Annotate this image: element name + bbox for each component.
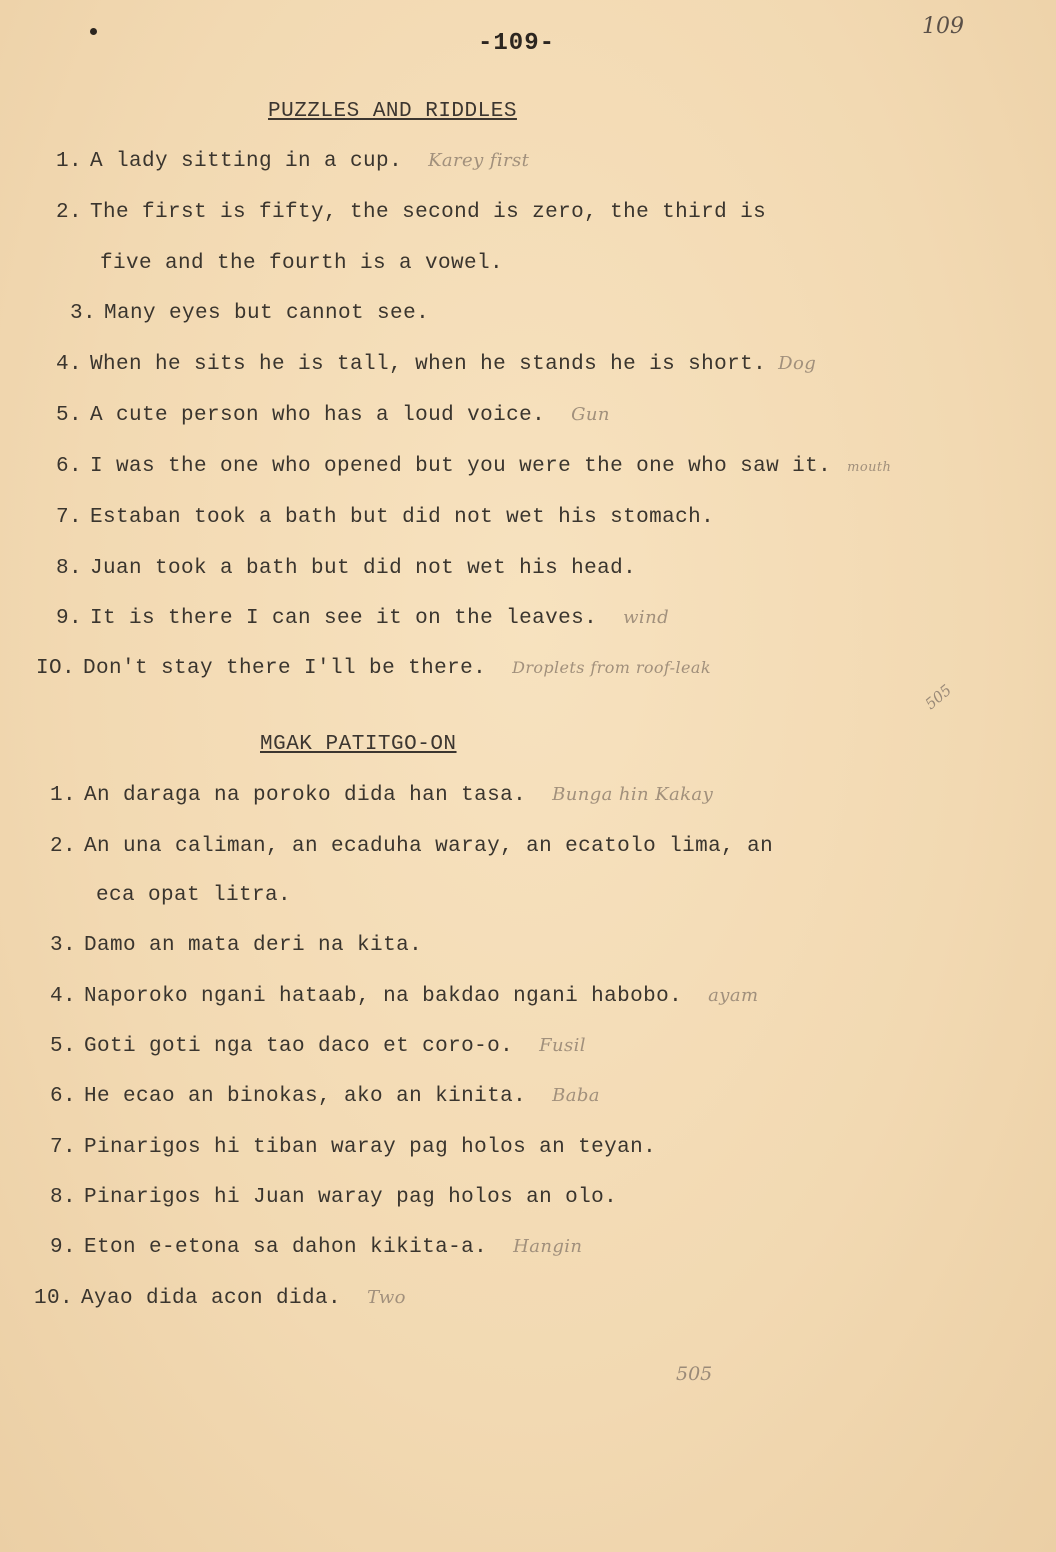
item-number: 4. <box>56 353 83 376</box>
list-item <box>50 934 422 957</box>
list-item <box>50 1136 656 1159</box>
handwritten-answer: Dog <box>778 353 817 374</box>
item-number: 7. <box>50 1136 77 1159</box>
item-text: Juan took a bath but did not wet his head. <box>90 557 637 580</box>
item-number: 2. <box>50 835 77 858</box>
item-text: Naporoko ngani hataab, na bakdao ngani habobo. <box>84 985 683 1008</box>
handwritten-answer: Two <box>367 1287 406 1308</box>
list-item <box>70 302 429 325</box>
item-number: 10. <box>34 1287 74 1310</box>
item-number: 8. <box>56 557 83 580</box>
list-item <box>50 1035 586 1058</box>
item-text: Pinarigos hi tiban waray pag holos an teyan. <box>84 1136 657 1159</box>
item-number: 8. <box>50 1186 77 1209</box>
item-text: When he sits he is tall, when he stands he is short. <box>90 353 767 376</box>
handwritten-answer: Droplets from roof-leak <box>512 658 711 677</box>
item-text: An una caliman, an ecaduha waray, an ecatolo lima, an <box>84 835 774 858</box>
item-text: It is there I can see it on the leaves. <box>90 607 598 630</box>
item-text: Many eyes but cannot see. <box>104 302 430 325</box>
handwritten-answer: Baba <box>552 1085 600 1106</box>
ink-dot <box>90 28 97 35</box>
list-item <box>56 557 636 580</box>
handwritten-number: 505 <box>921 680 956 714</box>
item-text: Ayao dida acon dida. <box>81 1287 342 1310</box>
list-item <box>50 784 713 807</box>
item-number: 5. <box>50 1035 77 1058</box>
list-item <box>50 985 758 1008</box>
list-item <box>36 657 711 680</box>
item-text: Don't stay there I'll be there. <box>83 657 487 680</box>
handwritten-answer: wind <box>623 607 669 628</box>
list-item <box>56 506 714 529</box>
item-number: 4. <box>50 985 77 1008</box>
section-title-english: PUZZLES AND RIDDLES <box>268 100 517 123</box>
item-number: 7. <box>56 506 83 529</box>
item-number: 9. <box>56 607 83 630</box>
list-item <box>56 607 669 630</box>
item-number: 1. <box>50 784 77 807</box>
list-item <box>50 1186 617 1209</box>
handwritten-answer: Hangin <box>513 1236 583 1257</box>
handwritten-answer: Gun <box>571 404 610 425</box>
item-text: Goti goti nga tao daco et coro-o. <box>84 1035 514 1058</box>
item-number: 6. <box>50 1085 77 1108</box>
handwritten-answer: Fusil <box>539 1035 586 1056</box>
list-item <box>56 404 610 427</box>
item-text: An daraga na poroko dida han tasa. <box>84 784 527 807</box>
handwritten-answer: mouth <box>847 460 892 475</box>
item-text-continuation: five and the fourth is a vowel. <box>100 252 504 275</box>
item-text: A lady sitting in a cup. <box>90 150 403 173</box>
list-item <box>50 1236 582 1259</box>
item-text: The first is fifty, the second is zero, the third is <box>90 201 767 224</box>
list-item <box>50 835 773 858</box>
list-item <box>34 1287 406 1310</box>
item-text: I was the one who opened but you were the one who saw it. <box>90 455 832 478</box>
section-title-native: MGAK PATITGO-ON <box>260 733 457 756</box>
handwritten-answer: Karey first <box>428 150 530 171</box>
item-text-continuation: eca opat litra. <box>96 884 292 907</box>
item-text: He ecao an binokas, ako an kinita. <box>84 1085 527 1108</box>
list-item <box>50 1085 600 1108</box>
item-text: Damo an mata deri na kita. <box>84 934 423 957</box>
item-number: 2. <box>56 201 83 224</box>
item-number: 1. <box>56 150 83 173</box>
item-text: Pinarigos hi Juan waray pag holos an olo. <box>84 1186 618 1209</box>
item-text: Estaban took a bath but did not wet his stomach. <box>90 506 715 529</box>
item-number: 3. <box>50 934 77 957</box>
page-number: -109- <box>478 30 556 57</box>
handwritten-number: 505 <box>676 1363 713 1385</box>
item-number: 6. <box>56 455 83 478</box>
item-text: A cute person who has a loud voice. <box>90 404 546 427</box>
item-number: 9. <box>50 1236 77 1259</box>
item-number: 3. <box>70 302 97 325</box>
handwritten-answer: ayam <box>708 985 759 1006</box>
item-number: 5. <box>56 404 83 427</box>
corner-page-number: 109 <box>922 14 964 39</box>
handwritten-answer: Bunga hin Kakay <box>552 784 714 805</box>
item-text: Eton e-etona sa dahon kikita-a. <box>84 1236 488 1259</box>
item-number: IO. <box>36 657 76 680</box>
list-item <box>56 201 766 224</box>
list-item <box>56 150 529 173</box>
list-item <box>56 353 816 376</box>
list-item <box>56 455 891 478</box>
